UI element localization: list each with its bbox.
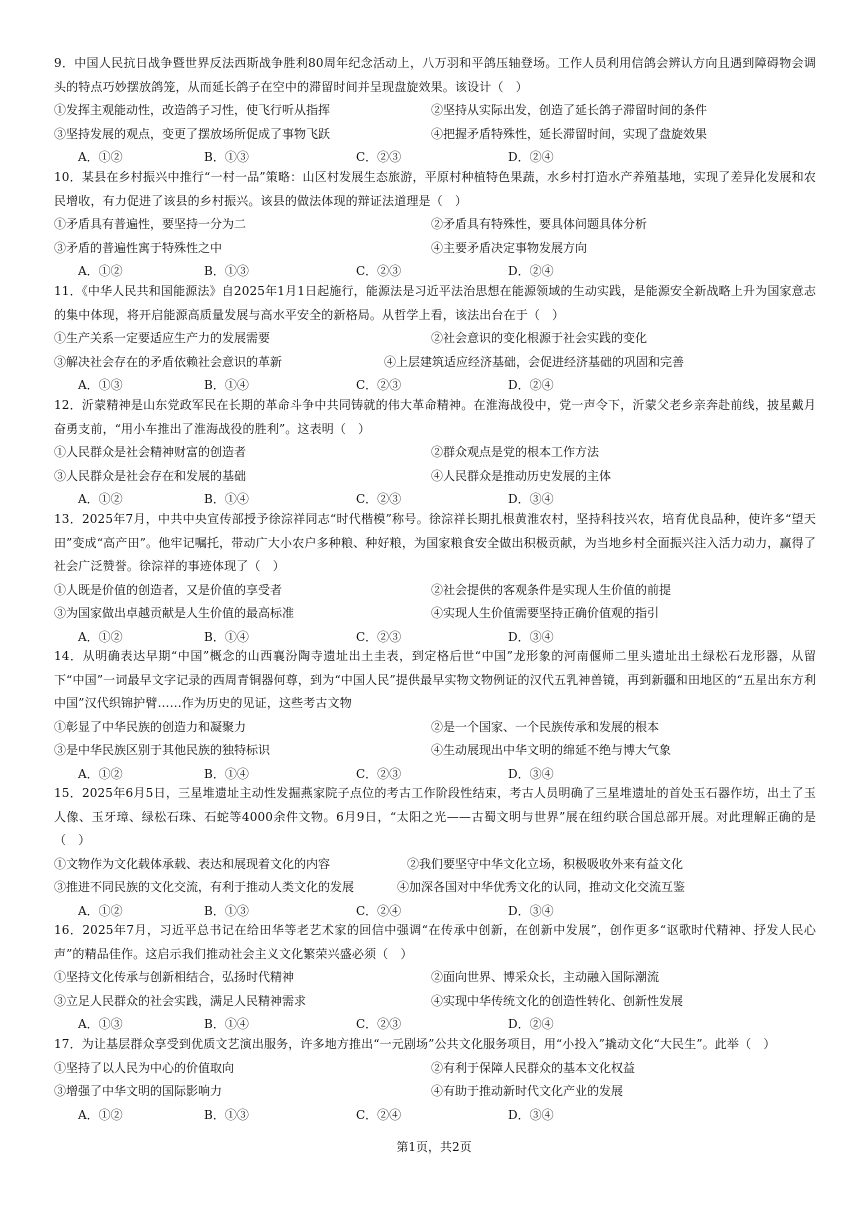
statement-1: ①矛盾具有普遍性，要坚持一分为二 — [54, 217, 247, 231]
question-stem: 13．2025年7月，中共中央宣传部授予徐淙祥同志“时代楷模”称号。徐淙祥长期扎根黄淮农村，坚持科技兴农，培育优良品种，使许多“望天田”变成“高产田”。他牢记嘱托，带动广大小农户多种粮、种好粮，为国家粮食安全做出积极贡献，为当地乡村全面振兴注入活力动力，赢得了社会广泛赞誉。徐淙祥的事迹体现了（ ） — [54, 512, 816, 573]
question-stem: 15．2025年6月5日，三星堆遗址主动性发掘燕家院子点位的考古工作阶段性结束，考古人员明确了三星堆遗址的首处玉石器作坊，出土了玉人像、玉牙璋、绿松石珠、石蛇等4000余件文物。6月9日，“太阳之光——古蜀文明与世界”展在纽约联合国总部开展。对此理解正确的是（ ） — [54, 786, 816, 847]
choice-b: B．①④ — [204, 1017, 249, 1031]
question-16 — [54, 919, 816, 1037]
statement-2: ②矛盾具有特殊性，要具体问题具体分析 — [431, 217, 648, 231]
question-9 — [54, 52, 816, 170]
statement-1: ①彰显了中华民族的创造力和凝聚力 — [54, 719, 247, 734]
answer-choices — [54, 1104, 816, 1128]
choice-a: A．①② — [78, 1107, 123, 1122]
statement-4: ④实现人生价值需要坚持正确价值观的指引 — [431, 606, 660, 620]
choice-a: A．①③ — [78, 378, 123, 392]
question-10 — [54, 166, 816, 284]
question-17 — [54, 1033, 816, 1127]
choice-c: C．②③ — [356, 264, 402, 278]
choice-d: D．③④ — [508, 629, 554, 644]
option-statements — [54, 327, 816, 374]
statement-3: ③矛盾的普遍性寓于特殊性之中 — [54, 240, 223, 255]
choice-b: B．①④ — [204, 492, 249, 506]
choice-d: D．②④ — [508, 378, 554, 392]
question-stem: 17．为让基层群众享受到优质文艺演出服务，许多地方推出“一元剧场”公共文化服务项目，用“小投入”撬动文化“大民生”。此举（ ） — [54, 1037, 776, 1051]
statement-4: ④把握矛盾特殊性，延长滞留时间，实现了盘旋效果 — [431, 126, 708, 141]
choice-b: B．①③ — [204, 1107, 249, 1122]
statement-3: ③人民群众是社会存在和发展的基础 — [54, 468, 247, 483]
choice-d: D．③④ — [508, 766, 554, 781]
statement-4: ④生动展现出中华文明的绵延不绝与博大气象 — [431, 743, 672, 757]
choice-d: D．②④ — [508, 150, 554, 164]
choice-a: A．①② — [78, 629, 123, 644]
statement-4: ④有助于推动新时代文化产业的发展 — [431, 1084, 624, 1098]
question-stem: 16．2025年7月，习近平总书记在给田华等老艺术家的回信中强调“在传承中创新，在创新中发展”，创作更多“讴歌时代精神、抒发人民心声”的精品佳作。这启示我们推动社会主义文化繁荣兴盛必须（ ） — [54, 923, 816, 961]
choice-b: B．①④ — [204, 378, 249, 392]
option-statements — [54, 966, 816, 1013]
choice-b: B．①③ — [204, 264, 249, 278]
choice-c: C．②③ — [356, 1017, 402, 1031]
statement-2: ②有利于保障人民群众的基本文化权益 — [431, 1060, 636, 1075]
statement-4: ④主要矛盾决定事物发展方向 — [431, 240, 588, 255]
page-number-footer: 第1页，共2页 — [396, 1140, 472, 1154]
question-stem: 11．《中华人民共和国能源法》自2025年1月1日起施行，能源法是习近平法治思想在能源领域的生动实践，是能源安全新战略上升为国家意志的集中体现，将开启能源高质量发展与高水平安全的新格局。从哲学上看，该法出台在于（ ） — [54, 284, 816, 322]
statement-2: ②社会提供的客观条件是实现人生价值的前提 — [431, 582, 672, 597]
question-14 — [54, 645, 816, 786]
option-statements — [54, 1057, 816, 1104]
statement-3: ③解决社会存在的矛盾依赖社会意识的革新 — [54, 354, 283, 369]
question-stem: 14．从明确表达早期“中国”概念的山西襄汾陶寺遗址出土圭表，到定格后世“中国”龙形象的河南偃师二里头遗址出土绿松石龙形器，从留下“中国”一词最早文字记录的西周青铜器何尊，到为“中国人民”提供最早实物文物例证的汉代五乳神兽镜，再到新疆和田地区的“五星出东方利中国”汉代织锦护臂……作为历史的见证，这些考古文物 — [54, 649, 816, 710]
choice-d: D．③④ — [508, 492, 554, 506]
statement-1: ①人民群众是社会精神财富的创造者 — [54, 445, 247, 459]
choice-c: C．②③ — [356, 150, 402, 164]
choice-c: C．②④ — [356, 1107, 402, 1122]
statement-1: ①文物作为文化载体承载、表达和展现着文化的内容 — [54, 856, 331, 871]
choice-b: B．①④ — [204, 629, 249, 644]
statement-3: ③是中华民族区别于其他民族的独特标识 — [54, 743, 271, 757]
choice-d: D．③④ — [508, 903, 554, 918]
question-stem: 12．沂蒙精神是山东党政军民在长期的革命斗争中共同铸就的伟大革命精神。在淮海战役中，党一声令下，沂蒙父老乡亲奔赴前线，披星戴月奋勇支前，“用小车推出了淮海战役的胜利”。这表明（ ） — [54, 398, 816, 436]
statement-3: ③立足人民群众的社会实践，满足人民精神需求 — [54, 993, 307, 1008]
choice-c: C．②③ — [356, 766, 402, 781]
choice-b: B．①④ — [204, 766, 249, 781]
choice-c: C．②③ — [356, 378, 402, 392]
choice-d: D．②④ — [508, 1017, 554, 1031]
choice-a: A．①② — [78, 903, 123, 918]
question-stem: 10．某县在乡村振兴中推行“一村一品”策略：山区村发展生态旅游，平原村种植特色果蔬，水乡村打造水产养殖基地，实现了差异化发展和农民增收，有力促进了该县的乡村振兴。该县的做法体现的辩证法道理是（ ） — [54, 170, 816, 208]
choice-a: A．①② — [78, 492, 123, 506]
choice-b: B．①③ — [204, 150, 249, 164]
choice-c: C．②③ — [356, 492, 402, 506]
statement-1: ①人既是价值的创造者，又是价值的享受者 — [54, 582, 283, 597]
option-statements — [54, 213, 816, 260]
statement-3: ③为国家做出卓越贡献是人生价值的最高标准 — [54, 606, 295, 620]
statement-1: ①发挥主观能动性，改造鸽子习性，使飞行听从指挥 — [54, 103, 331, 117]
question-stem: 9．中国人民抗日战争暨世界反法西斯战争胜利80周年纪念活动上，八万羽和平鸽压轴登场。工作人员利用信鸽会辨认方向且遇到障碍物会调头的特点巧妙摆放鸽笼，从而延长鸽子在空中的滞留时间并呈现盘旋效果。该设计（ ） — [54, 56, 817, 94]
statement-2: ②面向世界、博采众长，主动融入国际潮流 — [431, 970, 660, 984]
statement-4: ④实现中华传统文化的创造性转化、创新性发展 — [431, 993, 684, 1008]
option-statements — [54, 441, 816, 488]
option-statements — [54, 853, 816, 900]
statement-1: ①坚持文化传承与创新相结合，弘扬时代精神 — [54, 970, 295, 984]
choice-c: C．②③ — [356, 629, 402, 644]
statement-4: ④人民群众是推动历史发展的主体 — [431, 468, 612, 483]
choice-a: A．①② — [78, 264, 123, 278]
question-15 — [54, 782, 816, 923]
statement-2: ②坚持从实际出发，创造了延长鸽子滞留时间的条件 — [431, 103, 708, 117]
choice-a: A．①③ — [78, 1017, 123, 1031]
statement-1: ①生产关系一定要适应生产力的发展需要 — [54, 331, 271, 345]
choice-d: D．②④ — [508, 264, 554, 278]
statement-2: ②我们要坚守中华文化立场，积极吸收外来有益文化 — [407, 856, 684, 871]
statement-2: ②群众观点是党的根本工作方法 — [431, 445, 600, 459]
choice-b: B．①③ — [204, 903, 249, 918]
statement-3: ③坚持发展的观点，变更了摆放场所促成了事物飞跃 — [54, 126, 331, 141]
option-statements — [54, 579, 816, 626]
statement-2: ②社会意识的变化根源于社会实践的变化 — [431, 331, 648, 345]
statement-4: ④上层建筑适应经济基础，会促进经济基础的巩固和完善 — [384, 354, 685, 369]
question-11 — [54, 280, 816, 398]
statement-1: ①坚持了以人民为中心的价值取向 — [54, 1060, 235, 1075]
statement-3: ③增强了中华文明的国际影响力 — [54, 1084, 223, 1098]
question-13 — [54, 508, 816, 649]
choice-a: A．①② — [78, 766, 123, 781]
choice-d: D．③④ — [508, 1107, 554, 1122]
choice-a: A．①② — [78, 150, 123, 164]
question-12 — [54, 394, 816, 512]
choice-c: C．②④ — [356, 903, 402, 918]
option-statements — [54, 716, 816, 763]
statement-3: ③推进不同民族的文化交流，有利于推动人类文化的发展 — [54, 880, 355, 894]
statement-4: ④加深各国对中华优秀文化的认同，推动文化交流互鉴 — [397, 880, 686, 894]
option-statements — [54, 99, 816, 146]
statement-2: ②是一个国家、一个民族传承和发展的根本 — [431, 719, 660, 734]
